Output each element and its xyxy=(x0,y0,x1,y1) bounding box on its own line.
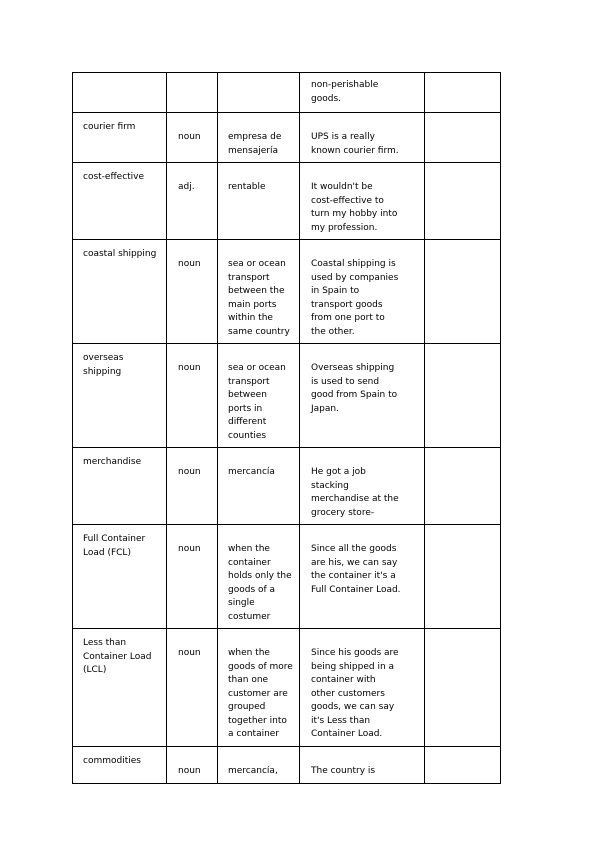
meaning-cell: mercancía, xyxy=(218,746,300,783)
extra-cell xyxy=(425,113,501,163)
example-cell: UPS is a really known courier firm. xyxy=(300,113,425,163)
term-cell: coastal shipping xyxy=(73,240,167,344)
type-cell: noun xyxy=(167,448,218,525)
meaning-cell xyxy=(218,73,300,113)
extra-cell xyxy=(425,240,501,344)
term-cell: commodities xyxy=(73,746,167,783)
extra-cell xyxy=(425,746,501,783)
meaning-cell: rentable xyxy=(218,163,300,240)
example-cell: Coastal shipping is used by companies in Spain to transport goods from one port to the other. xyxy=(300,240,425,344)
term-cell: merchandise xyxy=(73,448,167,525)
meaning-cell: sea or ocean transport between ports in different counties xyxy=(218,344,300,448)
type-cell: adj. xyxy=(167,163,218,240)
example-cell: Overseas shipping is used to send good from Spain to Japan. xyxy=(300,344,425,448)
term-cell: overseas shipping xyxy=(73,344,167,448)
table-row xyxy=(73,525,501,629)
meaning-cell: when the goods of more than one customer are grouped together into a container xyxy=(218,629,300,747)
term-cell xyxy=(73,73,167,113)
example-cell: Since his goods are being shipped in a container with other customers goods, we can say it's Less than Container Load. xyxy=(300,629,425,747)
example-cell: He got a job stacking merchandise at the grocery store- xyxy=(300,448,425,525)
example-cell: Since all the goods are his, we can say the container it's a Full Container Load. xyxy=(300,525,425,629)
type-cell: noun xyxy=(167,746,218,783)
example-cell: The country is xyxy=(300,746,425,783)
extra-cell xyxy=(425,344,501,448)
table-row xyxy=(73,746,501,783)
table-row xyxy=(73,344,501,448)
type-cell: noun xyxy=(167,113,218,163)
meaning-cell: mercancía xyxy=(218,448,300,525)
table-row xyxy=(73,629,501,747)
table-row xyxy=(73,448,501,525)
example-cell: non-perishable goods. xyxy=(300,73,425,113)
term-cell: Less than Container Load (LCL) xyxy=(73,629,167,747)
type-cell: noun xyxy=(167,240,218,344)
meaning-cell: when the container holds only the goods of a single costumer xyxy=(218,525,300,629)
type-cell: noun xyxy=(167,629,218,747)
term-cell: cost-effective xyxy=(73,163,167,240)
extra-cell xyxy=(425,448,501,525)
extra-cell xyxy=(425,163,501,240)
extra-cell xyxy=(425,525,501,629)
table-row xyxy=(73,73,501,113)
extra-cell xyxy=(425,629,501,747)
vocabulary-table xyxy=(72,72,501,784)
meaning-cell: empresa de mensajería xyxy=(218,113,300,163)
table-row xyxy=(73,163,501,240)
extra-cell xyxy=(425,73,501,113)
table-row xyxy=(73,240,501,344)
meaning-cell: sea or ocean transport between the main ports within the same country xyxy=(218,240,300,344)
term-cell: Full Container Load (FCL) xyxy=(73,525,167,629)
term-cell: courier firm xyxy=(73,113,167,163)
table-row xyxy=(73,113,501,163)
type-cell xyxy=(167,73,218,113)
example-cell: It wouldn't be cost-effective to turn my hobby into my profession. xyxy=(300,163,425,240)
type-cell: noun xyxy=(167,344,218,448)
type-cell: noun xyxy=(167,525,218,629)
